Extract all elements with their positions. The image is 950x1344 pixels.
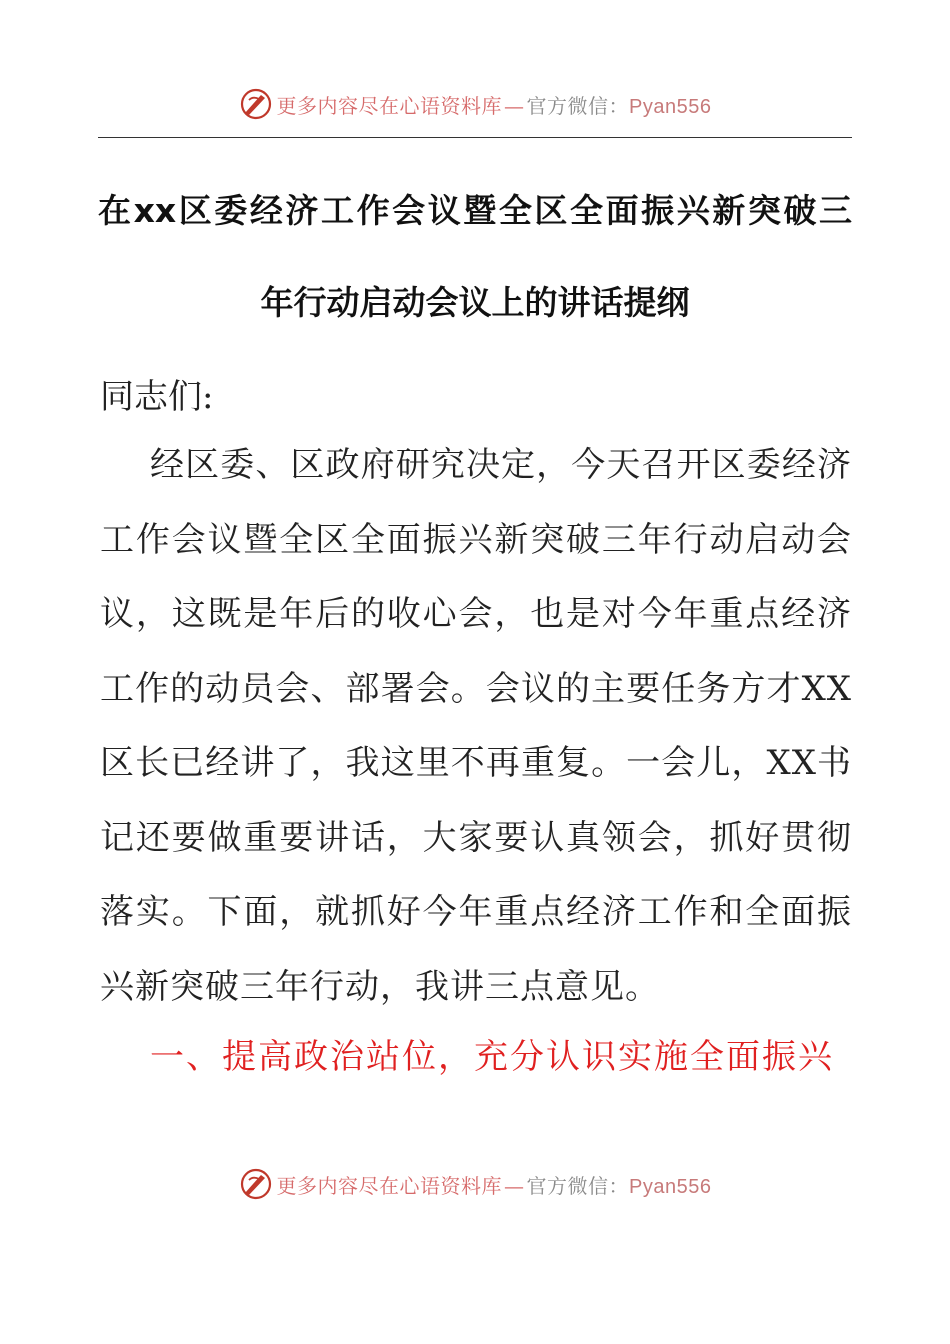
body-paragraph: 经区委、区政府研究决定，今天召开区委经济工作会议暨全区全面振兴新突破三年行动启动会议，这既是年后的收心会，也是对今年重点经济工作的动员会、部署会。会议的主要任务方才XX区长已经讲了，我这里不再重复。一会儿，XX书记还要做重要讲话，大家要认真领会，抓好贯彻落实。下面，就抓好今年重点经济工作和全面振兴新突破三年行动，我讲三点意见。 — [100, 445, 852, 1007]
footer-banner — [0, 1162, 950, 1206]
header-divider — [98, 137, 852, 138]
banner-text: 更多内容尽在心语资料库 — 官方微信：Pyan556 — [276, 93, 712, 118]
salutation: 同志们: — [100, 377, 214, 417]
pen-logo-icon — [239, 87, 273, 121]
pen-logo-icon — [239, 1167, 273, 1201]
header-banner — [0, 82, 950, 126]
banner-text: 更多内容尽在心语资料库 — 官方微信：Pyan556 — [276, 1173, 712, 1198]
section-heading: 一、提高政治站位，充分认识实施全面振兴 — [150, 1037, 834, 1077]
document-title — [98, 165, 852, 349]
title-line-1: 在xx区委经济工作会议暨全区全面振兴新突破三 — [98, 191, 852, 230]
title-line-2: 年行动启动会议上的讲话提纲 — [260, 283, 690, 322]
